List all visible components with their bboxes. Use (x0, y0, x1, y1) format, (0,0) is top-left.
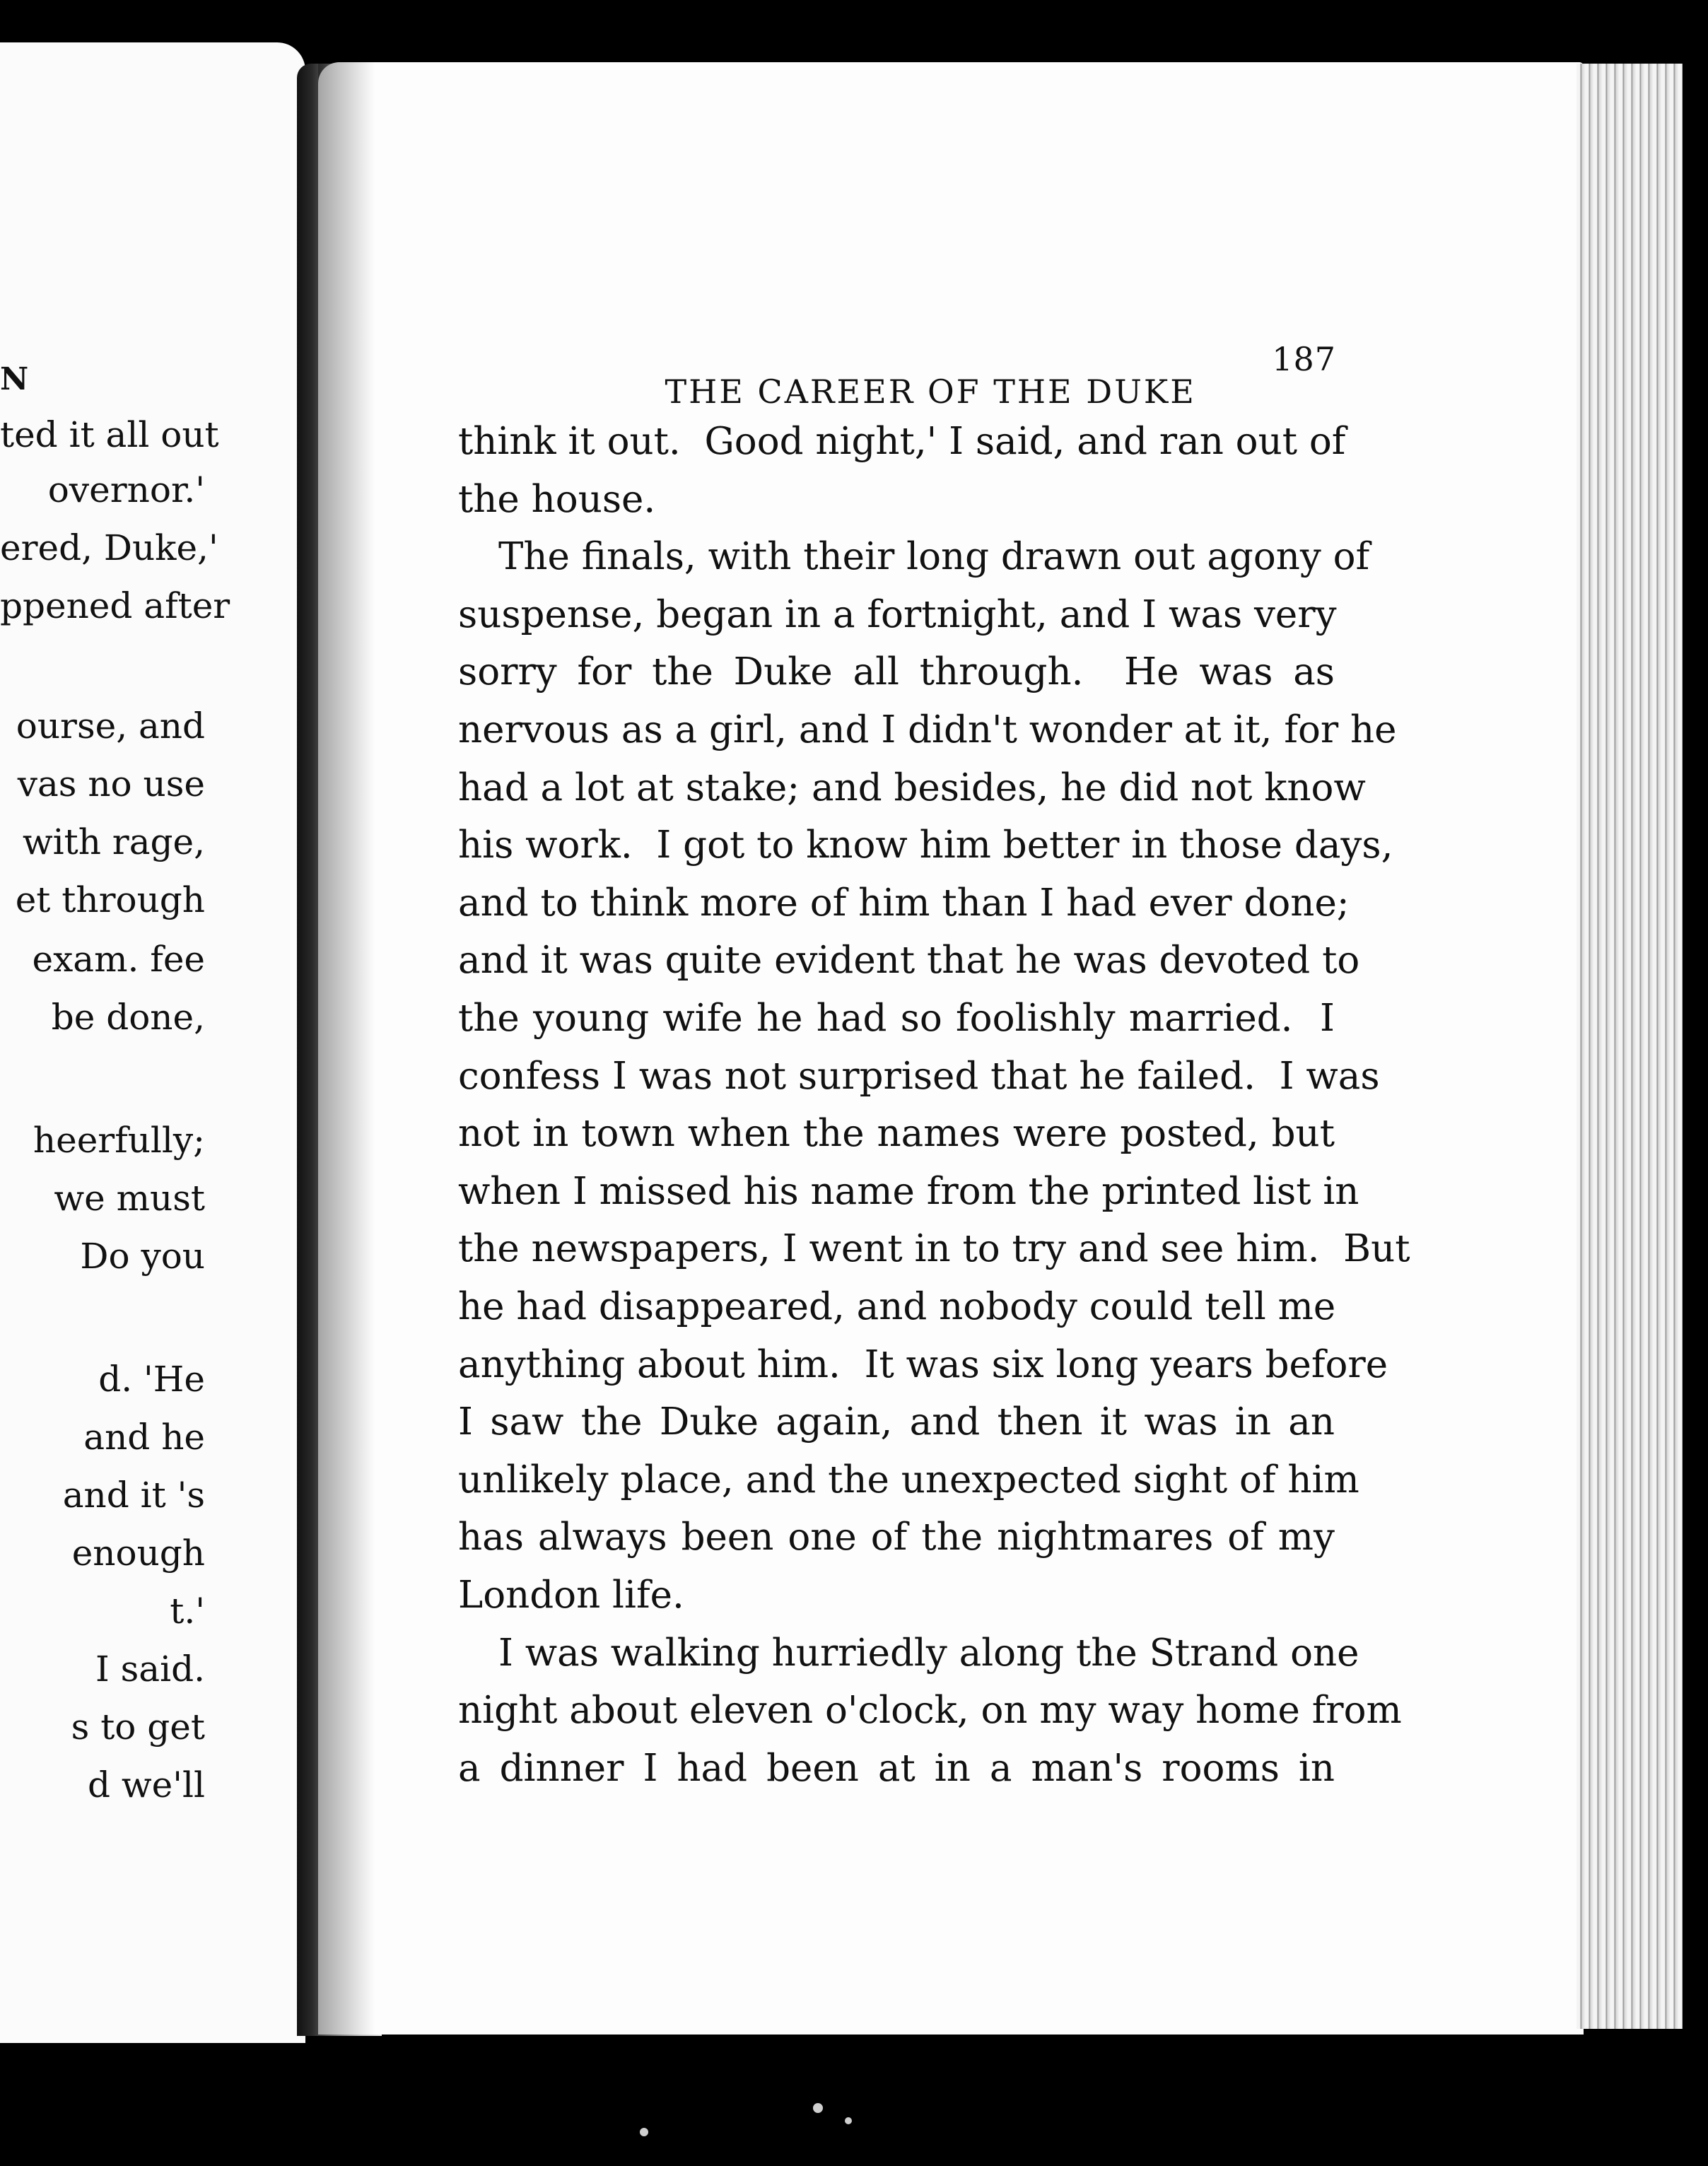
body-text-line: the young wife he had so foolishly married. I (458, 997, 1335, 1040)
left-page-line: ted it all out (0, 414, 219, 455)
body-text-line: a dinner I had been at in a man's rooms in (458, 1747, 1335, 1790)
running-title: THE CAREER OF THE DUKE (665, 373, 1196, 411)
left-page-line: and he (83, 1417, 205, 1458)
body-text-line: he had disappeared, and nobody could tell me (458, 1285, 1336, 1328)
body-text-line: I was walking hurriedly along the Strand one (498, 1632, 1359, 1675)
body-text-line: confess I was not surprised that he failed. I was (458, 1055, 1380, 1098)
gutter-shadow (318, 62, 375, 2035)
scan-speck (640, 2128, 648, 2136)
left-page-line: t.' (170, 1591, 205, 1632)
left-page-line: vas no use (17, 763, 205, 804)
left-page-line: d. 'He (98, 1359, 205, 1400)
body-text-line: had a lot at stake; and besides, he did not know (458, 766, 1366, 809)
body-text-line: and to think more of him than I had ever done; (458, 882, 1350, 925)
body-text-line: London life. (458, 1574, 684, 1617)
left-page-line: heerfully; (33, 1120, 205, 1161)
body-text-line: The finals, with their long drawn out agony of (498, 535, 1370, 578)
left-page-line: d we'll (87, 1764, 205, 1805)
left-page-line: ered, Duke,' (0, 527, 218, 568)
page-edges (1577, 64, 1683, 2029)
body-text-line: unlikely place, and the unexpected sight of him (458, 1458, 1359, 1501)
scan-speck (813, 2103, 823, 2113)
body-text-line: not in town when the names were posted, but (458, 1112, 1335, 1155)
left-page-line: with rage, (22, 821, 205, 862)
body-text-line: when I missed his name from the printed list in (458, 1170, 1359, 1213)
body-text-line: anything about him. It was six long years before (458, 1343, 1388, 1386)
left-page-line: I said. (95, 1649, 205, 1690)
body-text-line: sorry for the Duke all through. He was as (458, 650, 1335, 693)
left-page-line: ourse, and (16, 706, 205, 747)
left-page-line: and it 's (62, 1475, 205, 1516)
body-text-line: night about eleven o'clock, on my way home from (458, 1689, 1402, 1732)
body-text-line: suspense, began in a fortnight, and I was very (458, 593, 1337, 636)
body-text-line: I saw the Duke again, and then it was in an (458, 1400, 1335, 1444)
left-page-line: enough (71, 1533, 205, 1574)
left-page-line: exam. fee (32, 939, 205, 980)
left-page-line: be done, (51, 997, 205, 1038)
body-text-line: the house. (458, 478, 656, 521)
left-page-line: overnor.' (47, 469, 205, 510)
left-page-line: ppened after (0, 585, 230, 626)
body-text-line: has always been one of the nightmares of my (458, 1516, 1335, 1559)
left-page-line: et through (15, 879, 205, 920)
body-text-line: and it was quite evident that he was devoted to (458, 939, 1360, 982)
left-page-line: we must (54, 1178, 205, 1219)
body-text-line: think it out. Good night,' I said, and ran out of (458, 420, 1346, 463)
scan-speck (845, 2117, 852, 2124)
body-text-line: his work. I got to know him better in those days, (458, 824, 1393, 867)
body-text-line: nervous as a girl, and I didn't wonder at it, for he (458, 708, 1397, 751)
left-page-line: Do you (80, 1236, 205, 1277)
page-number: 187 (1272, 340, 1336, 378)
body-text-line: the newspapers, I went in to try and see him. But (458, 1227, 1410, 1270)
left-page-line: s to get (71, 1707, 205, 1748)
left-page-heading-fragment: N (0, 361, 29, 397)
